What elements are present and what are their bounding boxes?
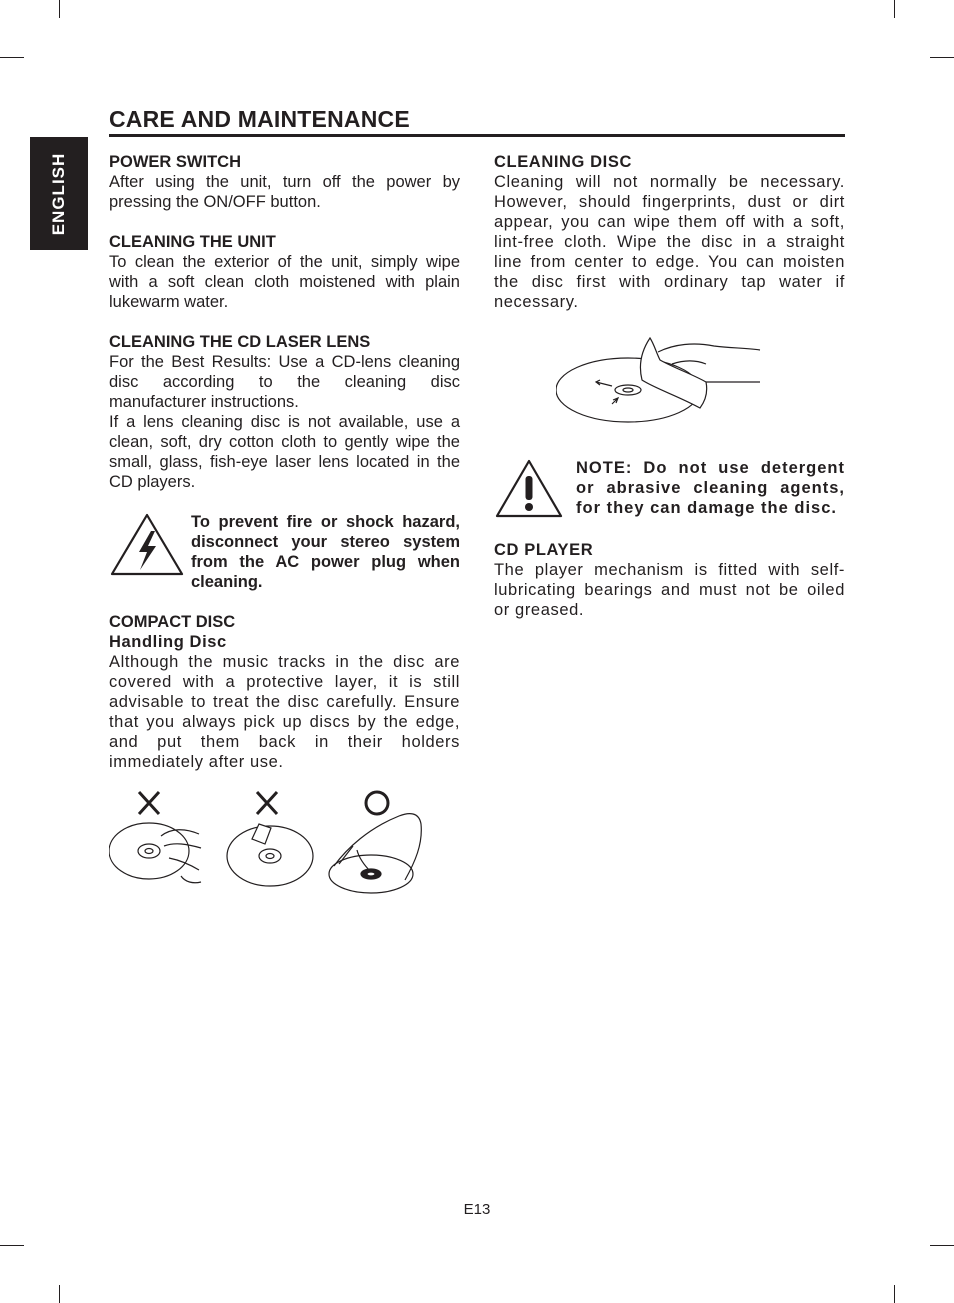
disc-handling-illustration [109, 784, 460, 899]
cd-player-heading: CD PLAYER [494, 541, 594, 559]
crop-mark [930, 57, 954, 58]
crop-mark [59, 1285, 60, 1303]
cleaning-unit-heading: CLEANING THE UNIT [109, 233, 276, 251]
right-column [494, 152, 845, 620]
shock-warning-text: To prevent fire or shock hazard, disconnect your stereo system from the AC power plug when cleaning. [191, 513, 460, 591]
power-switch-heading: POWER SWITCH [109, 153, 241, 171]
crop-mark [930, 1245, 954, 1246]
disc-wiping-illustration [556, 330, 845, 440]
title-rule [109, 134, 845, 137]
x-mark-icon [257, 792, 277, 814]
compact-disc-body: Although the music tracks in the disc are covered with a protective layer, it is still advisable to treat the disc carefully. Ensure that you always pick up discs by the edge, and put them back in their holders immediately after use. [109, 653, 460, 771]
crop-mark [894, 0, 895, 18]
page-title: CARE AND MAINTENANCE [109, 106, 410, 132]
disc-fingers-on-surface-drawing [109, 823, 201, 883]
cleaning-disc-body: Cleaning will not normally be necessary. However, should fingerprints, dust or dirt appear, you can wipe them off with a soft, lint-free cloth. Wipe the disc in a straight line from center to edge. You can moisten the disc first with ordinary tap water if necessary. [494, 173, 845, 311]
note-warning-text: NOTE: Do not use detergent or abrasive cleaning agents, for they can damage the disc. [576, 459, 845, 517]
crop-mark [894, 1285, 895, 1303]
cleaning-lens-body-1: For the Best Results: Use a CD-lens cleaning disc according to the cleaning disc manufacturer instructions. [109, 353, 460, 411]
crop-mark [0, 1245, 24, 1246]
disc-with-label-drawing [227, 824, 313, 886]
crop-mark [59, 0, 60, 18]
cleaning-disc-heading: CLEANING DISC [494, 153, 632, 171]
circle-mark-icon [366, 792, 388, 814]
cleaning-lens-body-2: If a lens cleaning disc is not available, use a clean, soft, dry cotton cloth to gently wipe the small, glass, fish-eye laser lens located in the CD players. [109, 413, 460, 491]
language-tab [30, 137, 88, 250]
x-mark-icon [139, 792, 159, 814]
compact-disc-heading: COMPACT DISC [109, 613, 236, 631]
lightning-warning-icon [109, 512, 191, 578]
cd-player-body: The player mechanism is fitted with self-lubricating bearings and must not be oiled or greased. [494, 561, 845, 619]
hand-holding-disc-edge-drawing [329, 814, 421, 893]
left-column [109, 152, 460, 899]
language-tab-label: ENGLISH [49, 152, 68, 235]
disc-wiping-drawing [556, 338, 760, 422]
handling-disc-subheading: Handling Disc [109, 633, 227, 651]
shock-warning [109, 512, 460, 592]
note-warning [494, 458, 845, 520]
crop-mark [0, 57, 24, 58]
exclamation-warning-icon [494, 458, 576, 520]
power-switch-body: After using the unit, turn off the power by pressing the ON/OFF button. [109, 173, 460, 211]
cleaning-lens-heading: CLEANING THE CD LASER LENS [109, 333, 371, 351]
cleaning-unit-body: To clean the exterior of the unit, simply wipe with a soft clean cloth moistened with plain lukewarm water. [109, 253, 460, 311]
page-number: E13 [463, 1201, 491, 1218]
